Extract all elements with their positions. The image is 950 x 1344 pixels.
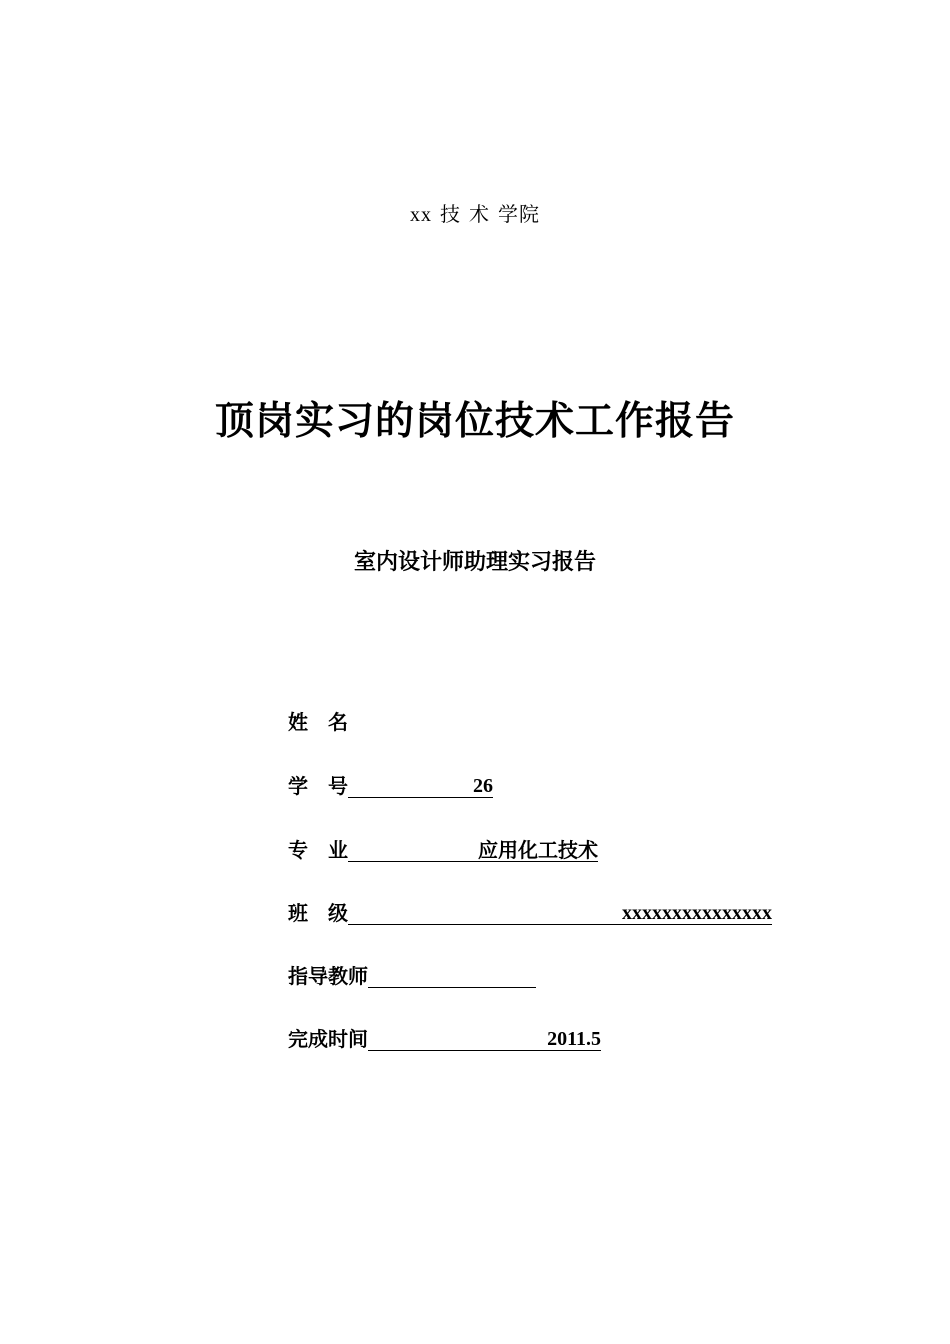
advisor-value [368, 961, 536, 988]
student-id-row [288, 771, 493, 801]
institution-name: xx 技 术 学院 [410, 204, 540, 226]
class-row [288, 898, 772, 928]
student-id-value: 26 [348, 771, 493, 798]
major-row [288, 835, 598, 865]
report-subtitle: 室内设计师助理实习报告 [353, 550, 596, 575]
advisor-label: 指导教师 [288, 964, 368, 988]
student-id-label: 学 号 [288, 774, 348, 798]
report-title: 顶岗实习的岗位技术工作报告 [214, 399, 735, 444]
major-value: 应用化工技术 [348, 835, 598, 862]
completion-time-row [288, 1024, 601, 1054]
class-label: 班 级 [288, 901, 348, 925]
class-value: xxxxxxxxxxxxxxx [348, 898, 772, 925]
completion-time-label: 完成时间 [288, 1027, 368, 1051]
name-label: 姓 名 [288, 710, 348, 734]
major-label: 专 业 [288, 838, 348, 862]
name-row [288, 707, 355, 737]
advisor-row [288, 961, 536, 991]
completion-time-value: 2011.5 [368, 1024, 601, 1051]
